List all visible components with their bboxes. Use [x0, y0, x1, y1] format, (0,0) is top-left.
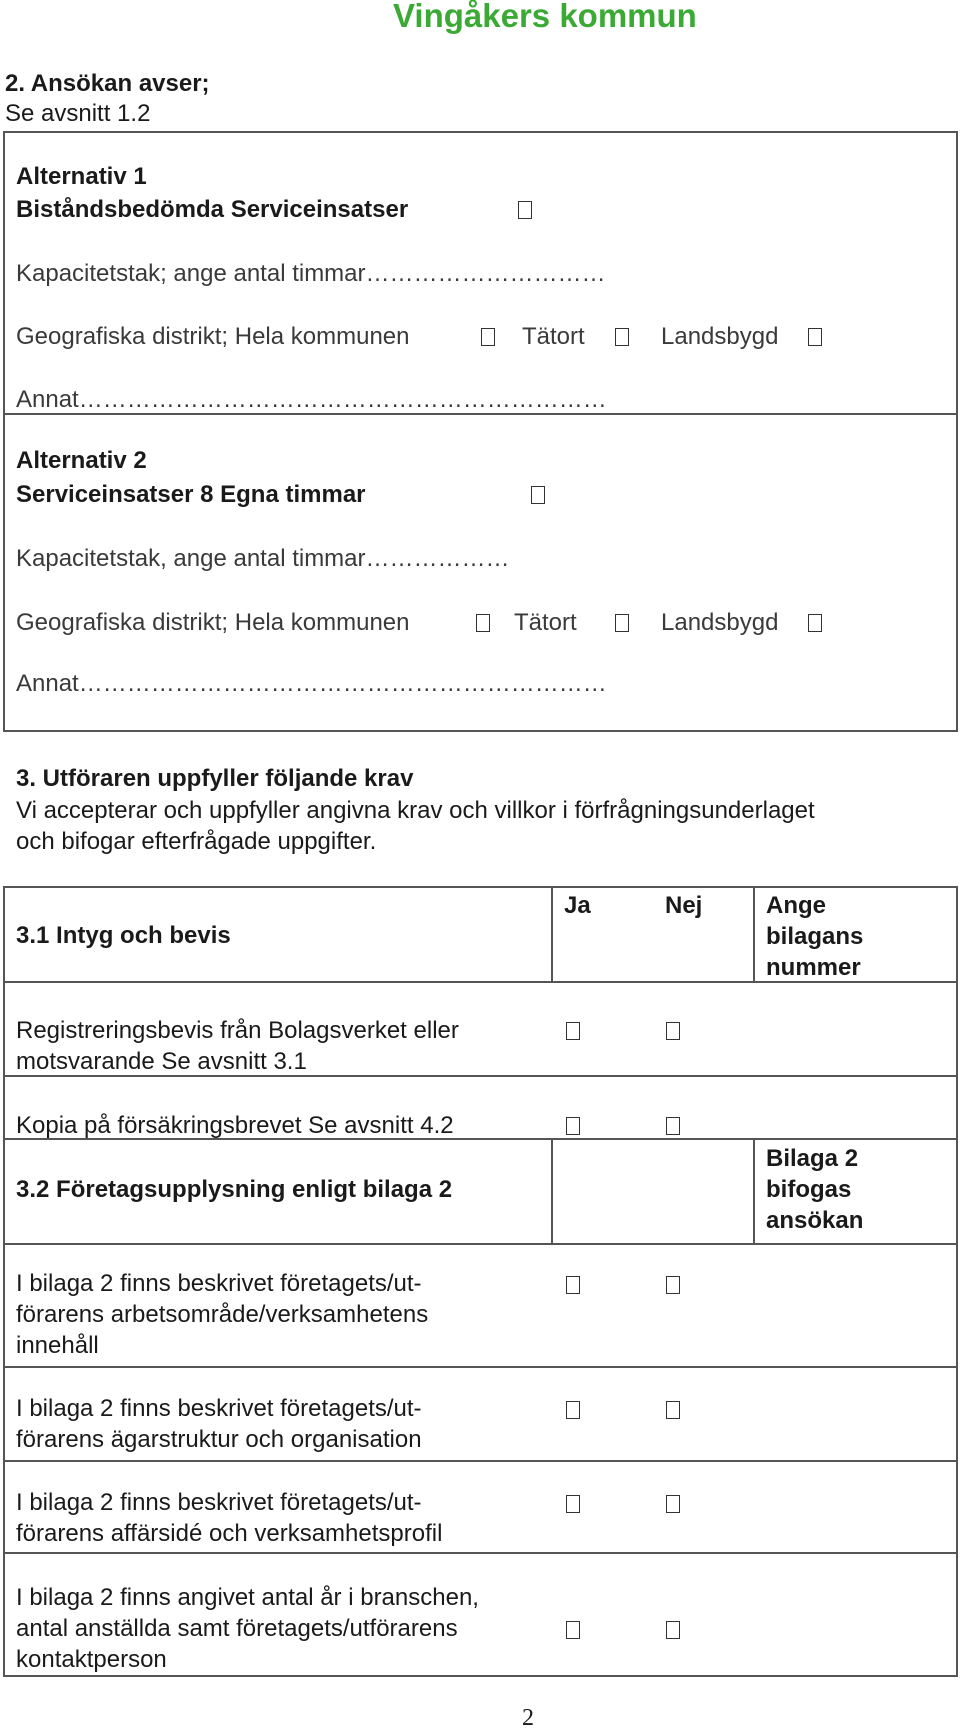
row6-line1: I bilaga 2 finns angivet antal år i branschen, — [16, 1584, 479, 1611]
row1-line2: motsvarande Se avsnitt 3.1 — [16, 1048, 307, 1075]
column-ange-3: nummer — [766, 954, 861, 981]
row3-line1: I bilaga 2 finns beskrivet företagets/ut- — [16, 1270, 422, 1297]
bilaga-note-2: bifogas — [766, 1176, 852, 1203]
row1-nej-checkbox[interactable] — [666, 1022, 680, 1040]
alt2-tatort-label: Tätort — [514, 609, 577, 636]
row2-text: Kopia på försäkringsbrevet Se avsnitt 4.2 — [16, 1112, 454, 1139]
alt1-tatort-label: Tätort — [522, 323, 585, 350]
row2-nej-checkbox[interactable] — [666, 1117, 680, 1135]
bilaga-note-1: Bilaga 2 — [766, 1145, 859, 1172]
row3-line2: förarens arbetsområde/verksamhetens — [16, 1301, 429, 1328]
row1-line1: Registreringsbevis från Bolagsverket eller — [16, 1017, 459, 1044]
row5-ja-checkbox[interactable] — [566, 1495, 580, 1513]
alt2-capacity: Kapacitetstak, ange antal timmar……………… — [16, 545, 510, 572]
row3-nej-checkbox[interactable] — [666, 1276, 680, 1294]
alt2-tatort-checkbox[interactable] — [615, 614, 629, 632]
row6-line2: antal anställda samt företagets/utförarens — [16, 1615, 458, 1642]
alt2-landsbygd-checkbox[interactable] — [808, 614, 822, 632]
alt2-hela-checkbox[interactable] — [476, 614, 490, 632]
column-ange-1: Ange — [766, 892, 826, 919]
section-3-body-1: Vi accepterar och uppfyller angivna krav och villkor i förfrågningsunderlaget — [16, 797, 815, 824]
alt1-title: Alternativ 1 — [16, 163, 147, 190]
alt2-landsbygd-label: Landsbygd — [661, 609, 779, 636]
row4-line2: förarens ägarstruktur och organisation — [16, 1426, 422, 1453]
row2-ja-checkbox[interactable] — [566, 1117, 580, 1135]
section-2-title: 2. Ansökan avser; — [5, 70, 210, 97]
row6-ja-checkbox[interactable] — [566, 1621, 580, 1639]
table-heading-3-1: 3.1 Intyg och bevis — [16, 922, 231, 949]
alt1-hela-checkbox[interactable] — [481, 328, 495, 346]
row5-line2: förarens affärsidé och verksamhetsprofil — [16, 1520, 443, 1547]
alt1-capacity: Kapacitetstak; ange antal timmar………………………… — [16, 260, 606, 287]
alt2-subtitle: Serviceinsatser 8 Egna timmar — [16, 481, 366, 508]
alt1-annat: Annat………………………………………………………… — [16, 386, 607, 413]
alt1-landsbygd-checkbox[interactable] — [808, 328, 822, 346]
column-ange-2: bilagans — [766, 923, 864, 950]
alt1-checkbox[interactable] — [518, 201, 532, 219]
row1-ja-checkbox[interactable] — [566, 1022, 580, 1040]
alt1-geo-label: Geografiska distrikt; Hela kommunen — [16, 323, 410, 350]
row3-line3: innehåll — [16, 1332, 99, 1359]
row4-nej-checkbox[interactable] — [666, 1401, 680, 1419]
section-2-ref: Se avsnitt 1.2 — [5, 100, 151, 127]
column-ja: Ja — [564, 892, 591, 919]
alt1-subtitle: Biståndsbedömda Serviceinsatser — [16, 196, 409, 223]
row5-line1: I bilaga 2 finns beskrivet företagets/ut- — [16, 1489, 422, 1516]
alt2-title: Alternativ 2 — [16, 447, 147, 474]
row6-line3: kontaktperson — [16, 1646, 167, 1673]
row4-line1: I bilaga 2 finns beskrivet företagets/ut- — [16, 1395, 422, 1422]
alt1-landsbygd-label: Landsbygd — [661, 323, 779, 350]
section-3-body-2: och bifogar efterfrågade uppgifter. — [16, 828, 377, 855]
table-heading-3-2: 3.2 Företagsupplysning enligt bilaga 2 — [16, 1176, 453, 1203]
alt2-checkbox[interactable] — [531, 486, 545, 504]
column-nej: Nej — [665, 892, 703, 919]
row4-ja-checkbox[interactable] — [566, 1401, 580, 1419]
row5-nej-checkbox[interactable] — [666, 1495, 680, 1513]
section-3-title: 3. Utföraren uppfyller följande krav — [16, 765, 414, 792]
page-number: 2 — [522, 1705, 534, 1731]
alt1-tatort-checkbox[interactable] — [615, 328, 629, 346]
alt2-geo-label: Geografiska distrikt; Hela kommunen — [16, 609, 410, 636]
row3-ja-checkbox[interactable] — [566, 1276, 580, 1294]
brand-title: Vingåkers kommun — [393, 0, 697, 34]
alt2-annat: Annat………………………………………………………… — [16, 670, 607, 697]
bilaga-note-3: ansökan — [766, 1207, 864, 1234]
row6-nej-checkbox[interactable] — [666, 1621, 680, 1639]
